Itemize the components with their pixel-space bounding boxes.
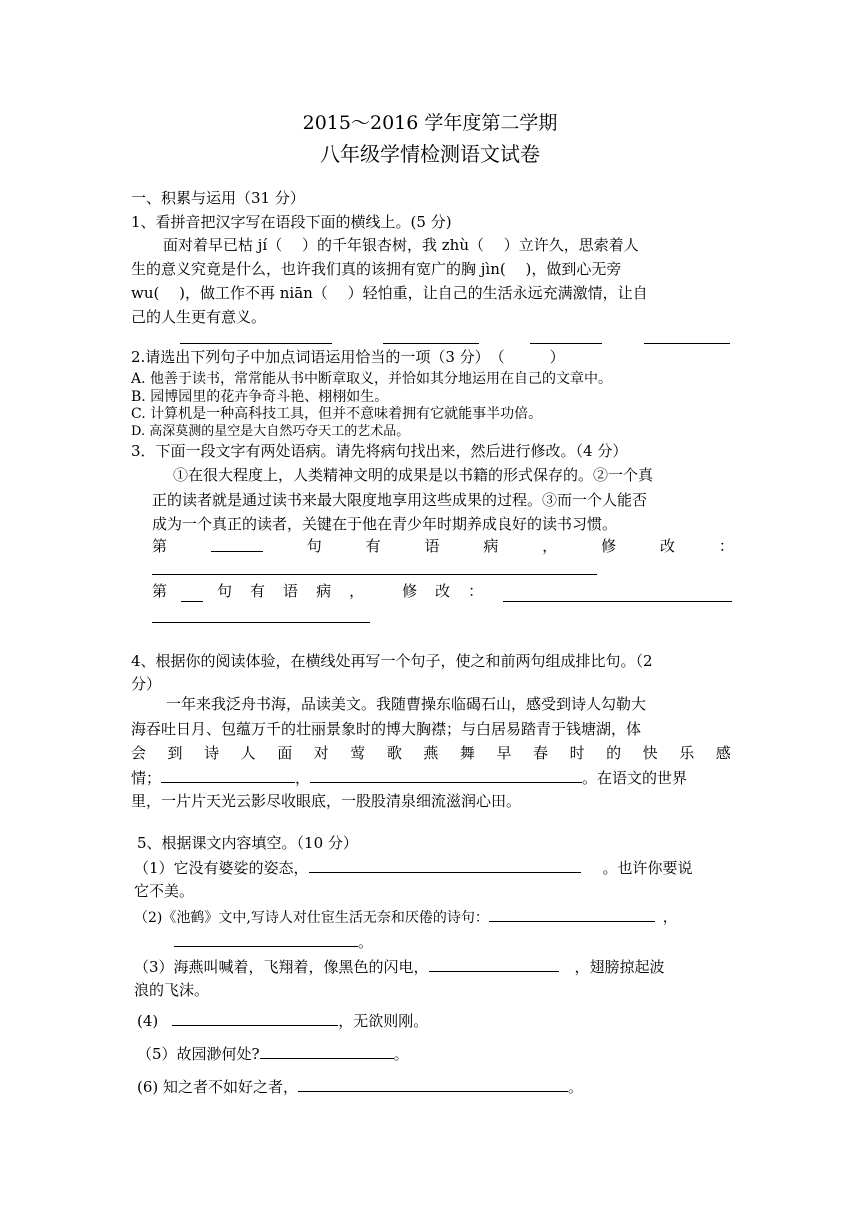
answer-blank[interactable] xyxy=(309,856,581,873)
answer-blank[interactable] xyxy=(172,1009,338,1026)
q5-item-1: （1）它没有婆娑的姿态， 。也许你要说 xyxy=(134,856,739,879)
answer-blank[interactable] xyxy=(181,585,203,602)
q1-passage-line: wu( )，做工作不再 niān（ ）轻怕重，让自己的生活永远充满激情，让自 xyxy=(131,284,648,302)
answer-blank[interactable] xyxy=(180,343,332,344)
answer-blank[interactable] xyxy=(152,622,370,623)
answer-blank[interactable] xyxy=(503,585,732,602)
section-heading: 一、积累与运用（31 分） xyxy=(131,189,305,207)
q3-answer-line-2: 第 句 有 语 病 ， 修 改 ： xyxy=(152,580,732,602)
q5-item-1-cont: 它不美。 xyxy=(134,882,195,900)
q3-passage-line: 成为一个真正的读者，关键在于他在青少年时期养成良好的读书习惯。 xyxy=(152,515,618,533)
answer-blank[interactable] xyxy=(174,930,358,947)
answer-blank[interactable] xyxy=(530,343,602,344)
q4-prompt-cont: 分） xyxy=(131,675,162,693)
q2-prompt: 2.请选出下列句子中加点词语运用恰当的一项（3 分） （ ） xyxy=(131,348,565,366)
answer-blank[interactable] xyxy=(152,574,597,575)
q5-item-3-cont: 浪的飞沫。 xyxy=(134,981,210,999)
q5-item-6: (6) 知之者不如好之者， 。 xyxy=(137,1075,742,1098)
answer-blank[interactable] xyxy=(383,343,479,344)
q2-option-c: C. 计算机是一种高科技工具，但并不意味着拥有它就能事半功倍。 xyxy=(131,406,543,422)
q2-option-d: D. 高深莫测的星空是大自然巧夺天工的艺术品。 xyxy=(131,424,410,439)
exam-term-title: 2015～2016 学年度第二学期 xyxy=(302,112,558,134)
answer-blank[interactable] xyxy=(260,1042,394,1059)
q5-prompt: 5、根据课文内容填空。（10 分） xyxy=(137,834,358,852)
q5-item-4: (4) ，无欲则刚。 xyxy=(137,1009,742,1032)
answer-blank[interactable] xyxy=(310,766,582,783)
q1-passage-line: 生的意义究竟是什么，也许我们真的该拥有宽广的胸 jìn( )，做到心无旁 xyxy=(131,260,622,278)
answer-blank[interactable] xyxy=(298,1075,568,1092)
q3-prompt: 3．下面一段文字有两处语病。请先将病句找出来，然后进行修改。（4 分） xyxy=(131,442,628,460)
q4-passage-line: 海吞吐日月、包蕴万千的壮丽景象时的博大胸襟；与白居易踏青于钱塘湖，体 xyxy=(131,720,642,738)
q5-item-5: （5）故园渺何处? 。 xyxy=(137,1042,742,1065)
q4-passage-line: 情； ， 。在语文的世界 xyxy=(131,766,736,789)
q1-prompt: 1、看拼音把汉字写在语段下面的横线上。(5 分) xyxy=(131,213,452,231)
answer-blank[interactable] xyxy=(429,955,559,972)
answer-blank[interactable] xyxy=(489,905,655,922)
q5-item-3: （3）海燕叫喊着，飞翔着，像黑色的闪电， ，翅膀掠起波 xyxy=(134,955,739,978)
answer-blank[interactable] xyxy=(161,766,295,783)
q1-passage-line: 面对着早已枯 jí（ ）的千年银杏树，我 zhù（ ）立许久，思索着人 xyxy=(163,236,639,254)
answer-blank[interactable] xyxy=(644,343,730,344)
q5-item-2: （2)《池鹤》文中,写诗人对仕宦生活无奈和厌倦的诗句： ， xyxy=(134,905,739,929)
exam-paper-title: 八年级学情检测语文试卷 xyxy=(320,142,540,166)
q4-passage-line: 里，一片片天光云影尽收眼底，一股股清泉细流滋润心田。 xyxy=(131,792,522,810)
q1-passage-line: 己的人生更有意义。 xyxy=(131,308,267,326)
q4-passage-line: 一年来我泛舟书海，品读美文。我随曹操东临碣石山，感受到诗人勾勒大 xyxy=(166,695,647,713)
q5-item-2-cont: 。 xyxy=(174,930,779,953)
q3-answer-line-1: 第 句 有 语 病 ， 修 改 ： xyxy=(152,537,734,555)
answer-blank[interactable] xyxy=(211,535,263,552)
q2-option-a: A. 他善于读书，常常能从书中断章取义，并恰如其分地运用在自己的文章中。 xyxy=(131,371,613,387)
q4-passage-line: 会 到 诗 人 面 对 莺 歌 燕 舞 早 春 时 的 快 乐 感 xyxy=(131,744,731,762)
q3-passage-line: ①在很大程度上，人类精神文明的成果是以书籍的形式保存的。②一个真 xyxy=(173,466,654,484)
q3-passage-line: 正的读者就是通过读书来最大限度地享用这些成果的过程。③而一个人能否 xyxy=(152,491,648,509)
q2-option-b: B. 园博园里的花卉争奇斗艳、栩栩如生。 xyxy=(131,389,389,405)
q4-prompt: 4、根据你的阅读体验，在横线处再写一个句子，使之和前两句组成排比句。（2 xyxy=(131,652,653,670)
